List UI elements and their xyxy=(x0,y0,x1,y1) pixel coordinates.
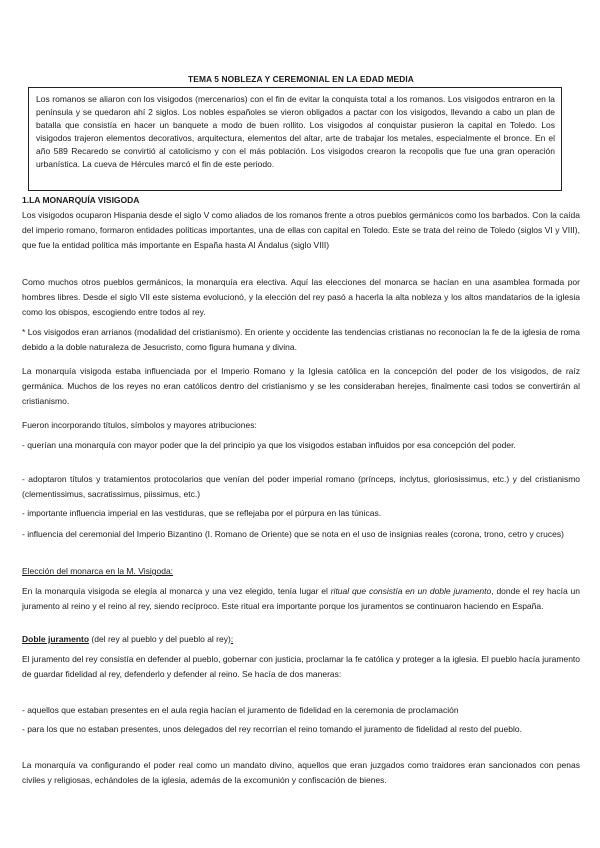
subheading-eleccion: Elección del monarca en la M. Visigoda: xyxy=(22,566,174,576)
subheading-doble-juramento: Doble juramento (del rey al pueblo y del pueblo al rey): xyxy=(22,634,234,644)
paragraph-influencia: La monarquía visigoda estaba influenciada por el Imperio Romano y la Iglesia católica en la concepción del poder de los visigodos, de raíz germánica. Muchos de los reyes no eran católicos dentro del cristianismo y se les consideraban herejes, finalmente casi todos se convertirán al cristianismo. xyxy=(22,366,580,407)
paragraph-juramento: El juramento del rey consistía en defender al pueblo, gobernar con justicia, proclamar la fe católica y proteger a la iglesia. El pueblo hacía juramento de guardar fidelidad al rey, defenderlo y defender al reino. Se hacía de dos maneras: xyxy=(22,654,581,680)
paragraph-ocupacion: Los visigodos ocuparon Hispania desde el siglo V como aliados de los romanos frente a otros pueblos germánicos como los barbados. Con la caída del imperio romano, formaron entidades políticas importantes, una de ellas con capital en Toledo. Este se trata del reino de Toledo (siglos VI y VIII), que fue la entidad política más importante en España hasta Al Ándalus (siglo VIII) xyxy=(22,210,580,251)
paragraph-eleccion: En la monarquía visigoda se elegía al monarca y una vez elegido, tenía lugar el ritual que consistía en un doble juramento, donde el rey hacía un juramento al reino y el reino al rey, siendo recíproco. Este ritual era importante porque los juramentos se continuaron haciendo en España. xyxy=(22,586,581,612)
list-item: - aquellos que estaban presentes en el aula regia hacían el juramento de fidelidad en la ceremonia de proclamación xyxy=(22,705,459,715)
summary-box: Los romanos se aliaron con los visigodos (mercenarios) con el fin de evitar la conquista total a los romanos. Los visigodos entraron en la península y se quedaron ahí 2 siglos. Los nobles españoles se vieron obligados a pactar con los visigodos, llevando a cabo un plan de batalla que consistía en hacer un banquete a modo de buen rollito. Los visigodos al conquistar pusieron la capital en Toledo. Los visigodos trajeron elementos decorativos, arquitectura, elementos del altar, arte de trabajar los metales, especialmente el bronce. En el año 589 Recaredo se convirtió al catolicismo y con el más población. Los visigodos crearon la recopolis que fue una gran operación urbanística. La cueva de Hércules marcó el fin de este periodo. xyxy=(28,87,562,191)
document-title: TEMA 5 NOBLEZA Y CEREMONIAL EN LA EDAD MEDIA xyxy=(188,74,414,84)
list-item: - para los que no estaban presentes, unos delegados del rey recorrían el reino tomando el juramento de fidelidad al resto del pueblo. xyxy=(22,724,522,734)
list-item: - importante influencia imperial en las vestiduras, que se reflejaba por el púrpura en las túnicas. xyxy=(22,508,382,518)
paragraph-titulos: Fueron incorporando títulos, símbolos y mayores atribuciones: xyxy=(22,420,257,430)
paragraph-electiva: Como muchos otros pueblos germánicos, la monarquía era electiva. Aquí las elecciones del monarca se hacían en una asamblea formada por hombres libres. Desde el siglo VII este sistema evolucionó, y la elección del rey pasó a hacerla la alta nobleza y los altos mandatarios de la iglesia como los obispos, escogiendo entre todos al rey. xyxy=(22,277,580,318)
list-item: - adoptaron títulos y tratamientos protocolarios que venían del poder imperial romano (prínceps, inclytus, gloriosissimus, etc.) y del cristianismo (clementissimus, sacratissimus, piissimus, etc.) xyxy=(22,474,580,500)
list-item: - influencia del ceremonial del Imperio Bizantino (I. Romano de Oriente) que se nota en el uso de insignias reales (corona, trono, cetro y cruces) xyxy=(22,529,564,539)
section-heading-monarquia: 1.LA MONARQUÍA VISIGODA xyxy=(22,195,140,205)
list-item: - querían una monarquía con mayor poder que la del principio ya que los visigodos estaban influidos por esa concepción del poder. xyxy=(22,440,516,450)
paragraph-arrianos: * Los visigodos eran arrianos (modalidad del cristianismo). En oriente y occidente las tendencias cristianas no reconocían la fe de la iglesia de roma debido a la doble naturaleza de Jesucristo, como figura humana y divina. xyxy=(22,327,580,353)
paragraph-mandato-divino: La monarquía va configurando el poder real como un mandato divino, aquellos que eran juzgados como traidores eran sancionados con penas civiles y religiosas, echándoles de la iglesia, además de la excomunión y confiscación de bienes. xyxy=(22,760,580,786)
